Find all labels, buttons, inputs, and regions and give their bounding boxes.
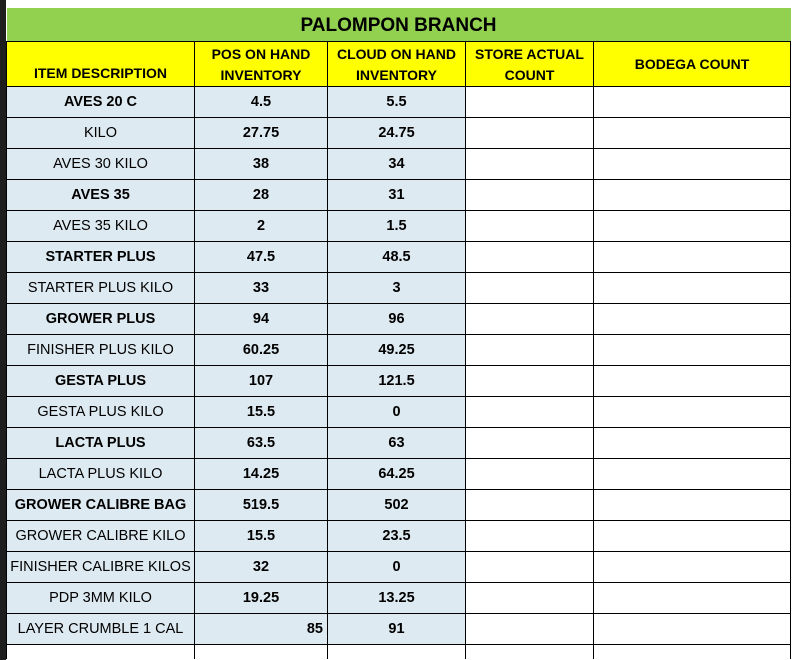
cell-cloud-on-hand[interactable]: 5.5	[328, 87, 466, 118]
cell-store-actual-count[interactable]	[466, 583, 594, 614]
cell-item-description[interactable]: GROWER CALIBRE KILO	[7, 521, 195, 552]
cell-pos-on-hand[interactable]: 27.75	[195, 118, 328, 149]
cell-bodega-count[interactable]	[594, 180, 791, 211]
cell-bodega-count[interactable]	[594, 583, 791, 614]
cell-bodega-count[interactable]	[594, 335, 791, 366]
cell-item-description[interactable]: FINISHER PLUS KILO	[7, 335, 195, 366]
cell-store-actual-count[interactable]	[466, 490, 594, 521]
cell-bodega-count[interactable]	[594, 614, 791, 645]
cell-cloud-on-hand[interactable]: 91	[328, 614, 466, 645]
header-pos-on-hand[interactable]	[195, 42, 328, 87]
cell-pos-on-hand[interactable]: 19.25	[195, 583, 328, 614]
cell-item-description[interactable]: LAYER CRUMBLE 1 CAL	[7, 614, 195, 645]
table-row	[7, 118, 791, 149]
cell-item-description[interactable]: STARTER PLUS	[7, 242, 195, 273]
cell-bodega-count[interactable]	[594, 211, 791, 242]
cell-bodega-count[interactable]	[594, 428, 791, 459]
table-row	[7, 428, 791, 459]
cell-pos-on-hand[interactable]: 14.25	[195, 459, 328, 490]
cell-cloud-on-hand[interactable]: 34	[328, 149, 466, 180]
cell-store-actual-count[interactable]	[466, 366, 594, 397]
cell-cloud-on-hand[interactable]: 24.75	[328, 118, 466, 149]
cell-bodega-count[interactable]	[594, 118, 791, 149]
cell-pos-on-hand[interactable]: 94	[195, 304, 328, 335]
cell-item-description[interactable]: LACTA PLUS	[7, 428, 195, 459]
cell-item-description[interactable]: GROWER PLUS	[7, 304, 195, 335]
cell-store-actual-count[interactable]	[466, 118, 594, 149]
cell-bodega-count[interactable]	[594, 397, 791, 428]
cell-bodega-count[interactable]	[594, 366, 791, 397]
cell-pos-on-hand[interactable]: 4.5	[195, 87, 328, 118]
cell-bodega-count[interactable]	[594, 459, 791, 490]
cell-item-description[interactable]: AVES 35 KILO	[7, 211, 195, 242]
cell-bodega-count[interactable]	[594, 273, 791, 304]
cell-store-actual-count[interactable]	[466, 397, 594, 428]
cell-cloud-on-hand[interactable]: 23.5	[328, 521, 466, 552]
cell-cloud-on-hand[interactable]: 64.25	[328, 459, 466, 490]
cell-pos-on-hand[interactable]: 85	[195, 614, 328, 645]
cell-bodega-count[interactable]	[594, 521, 791, 552]
table-row	[7, 490, 791, 521]
cell-pos-on-hand[interactable]: 32	[195, 552, 328, 583]
cell-bodega-count[interactable]	[594, 490, 791, 521]
cell-store-actual-count[interactable]	[466, 242, 594, 273]
cell-pos-on-hand[interactable]: 63.5	[195, 428, 328, 459]
cell-pos-on-hand[interactable]: 2	[195, 211, 328, 242]
cell-item-description[interactable]: GROWER CALIBRE BAG	[7, 490, 195, 521]
cell-item-description[interactable]: FINISHER CALIBRE KILOS	[7, 552, 195, 583]
header-store-actual-count[interactable]	[466, 42, 594, 87]
table-row	[7, 459, 791, 490]
cell-item-description[interactable]: STARTER PLUS KILO	[7, 273, 195, 304]
cell-pos-on-hand[interactable]: 28	[195, 180, 328, 211]
cell-item-description[interactable]: GESTA PLUS KILO	[7, 397, 195, 428]
cell-cloud-on-hand[interactable]: 63	[328, 428, 466, 459]
cell-cloud-on-hand[interactable]: 13.25	[328, 583, 466, 614]
cell-cloud-on-hand[interactable]: 0	[328, 397, 466, 428]
header-cloud-line2: INVENTORY	[356, 67, 437, 83]
cell-cloud-on-hand[interactable]: 502	[328, 490, 466, 521]
table-row	[7, 149, 791, 180]
cell-empty[interactable]	[466, 645, 594, 660]
table-row	[7, 304, 791, 335]
cell-pos-on-hand[interactable]: 107	[195, 366, 328, 397]
cell-item-description[interactable]: KILO	[7, 118, 195, 149]
cell-item-description[interactable]: LACTA PLUS KILO	[7, 459, 195, 490]
cell-empty[interactable]	[7, 645, 195, 660]
cell-store-actual-count[interactable]	[466, 614, 594, 645]
cell-store-actual-count[interactable]	[466, 87, 594, 118]
cell-bodega-count[interactable]	[594, 304, 791, 335]
table-row	[7, 242, 791, 273]
table-row	[7, 87, 791, 118]
cell-cloud-on-hand[interactable]: 1.5	[328, 211, 466, 242]
table-row	[7, 211, 791, 242]
cell-item-description[interactable]: AVES 20 C	[7, 87, 195, 118]
cell-pos-on-hand[interactable]: 60.25	[195, 335, 328, 366]
cell-store-actual-count[interactable]	[466, 459, 594, 490]
header-bodega-count[interactable]: BODEGA COUNT	[594, 42, 791, 87]
cell-empty[interactable]	[594, 645, 791, 660]
cell-cloud-on-hand[interactable]: 96	[328, 304, 466, 335]
cell-cloud-on-hand[interactable]: 0	[328, 552, 466, 583]
cell-pos-on-hand[interactable]: 519.5	[195, 490, 328, 521]
table-row	[7, 335, 791, 366]
cell-pos-on-hand[interactable]: 47.5	[195, 242, 328, 273]
table-row	[7, 366, 791, 397]
header-store-line2: COUNT	[504, 67, 555, 83]
header-cloud-line1: CLOUD ON HAND	[337, 46, 456, 62]
cell-store-actual-count[interactable]	[466, 149, 594, 180]
cell-pos-on-hand[interactable]: 38	[195, 149, 328, 180]
inventory-table	[6, 8, 791, 659]
cell-item-description[interactable]: AVES 30 KILO	[7, 149, 195, 180]
cell-bodega-count[interactable]	[594, 552, 791, 583]
cell-pos-on-hand[interactable]: 15.5	[195, 397, 328, 428]
cell-cloud-on-hand[interactable]: 3	[328, 273, 466, 304]
table-row	[7, 521, 791, 552]
table-row	[7, 397, 791, 428]
cell-store-actual-count[interactable]	[466, 428, 594, 459]
table-body	[7, 87, 791, 660]
table-row	[7, 273, 791, 304]
table-row	[7, 552, 791, 583]
table-row-empty	[7, 645, 791, 660]
cell-bodega-count[interactable]	[594, 87, 791, 118]
table-row	[7, 583, 791, 614]
header-pos-line2: INVENTORY	[220, 67, 302, 83]
cell-store-actual-count[interactable]	[466, 521, 594, 552]
cell-store-actual-count[interactable]	[466, 273, 594, 304]
header-pos-line1: POS ON HAND	[211, 46, 311, 62]
cell-store-actual-count[interactable]	[466, 211, 594, 242]
spreadsheet	[6, 8, 791, 659]
table-row	[7, 180, 791, 211]
table-row	[7, 614, 791, 645]
header-item-description[interactable]: ITEM DESCRIPTION	[7, 42, 195, 87]
cell-cloud-on-hand[interactable]: 48.5	[328, 242, 466, 273]
cell-empty[interactable]	[328, 645, 466, 660]
cell-item-description[interactable]: GESTA PLUS	[7, 366, 195, 397]
header-cloud-on-hand[interactable]	[328, 42, 466, 87]
cell-store-actual-count[interactable]	[466, 552, 594, 583]
cell-store-actual-count[interactable]	[466, 335, 594, 366]
cell-pos-on-hand[interactable]: 33	[195, 273, 328, 304]
cell-bodega-count[interactable]	[594, 149, 791, 180]
cell-empty[interactable]	[195, 645, 328, 660]
cell-item-description[interactable]: PDP 3MM KILO	[7, 583, 195, 614]
cell-item-description[interactable]: AVES 35	[7, 180, 195, 211]
cell-store-actual-count[interactable]	[466, 180, 594, 211]
header-store-line1: STORE ACTUAL	[475, 46, 584, 62]
cell-pos-on-hand[interactable]: 15.5	[195, 521, 328, 552]
cell-store-actual-count[interactable]	[466, 304, 594, 335]
cell-cloud-on-hand[interactable]: 31	[328, 180, 466, 211]
cell-cloud-on-hand[interactable]: 121.5	[328, 366, 466, 397]
cell-bodega-count[interactable]	[594, 242, 791, 273]
cell-cloud-on-hand[interactable]: 49.25	[328, 335, 466, 366]
sheet-title[interactable]: PALOMPON BRANCH	[7, 8, 791, 42]
